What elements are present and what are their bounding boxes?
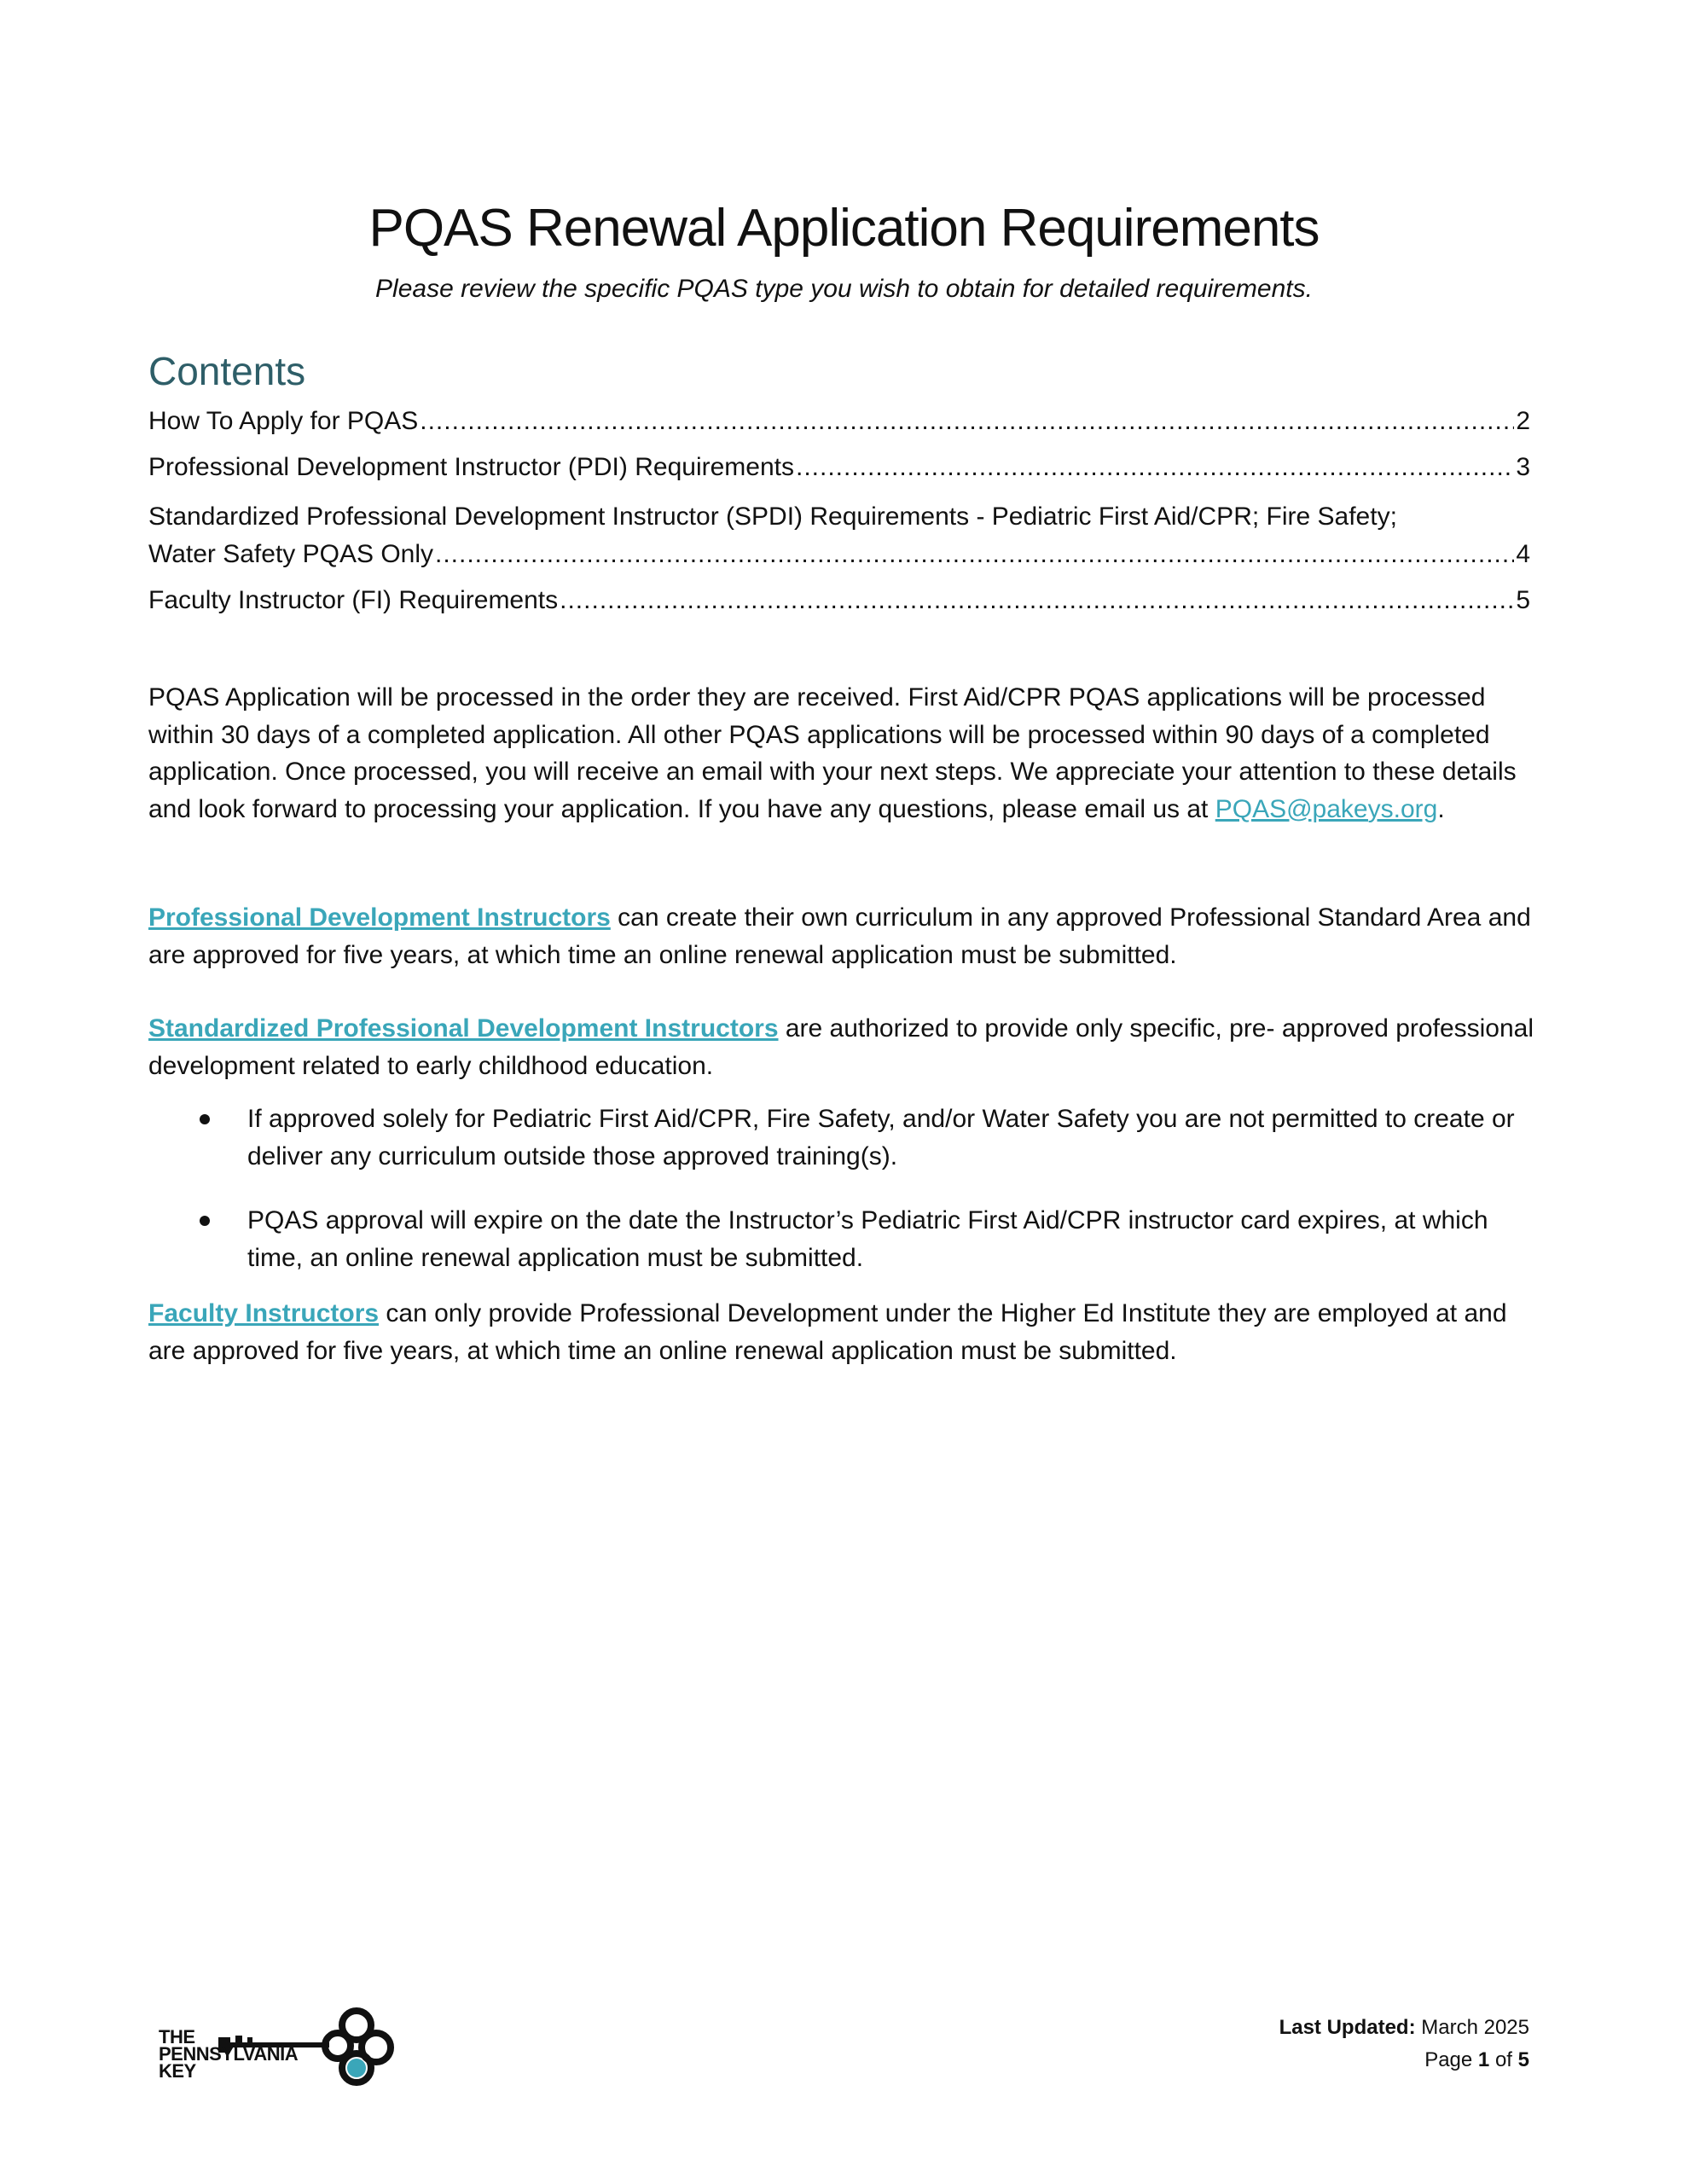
toc-entry-label: Faculty Instructor (FI) Requirements: [148, 586, 559, 614]
bullet-text: PQAS approval will expire on the date the Instructor’s Pediatric First Aid/CPR instructor card expires, at which time, an online renewal application must be submitted.: [247, 1206, 1488, 1272]
table-of-contents: [148, 404, 1530, 630]
pdi-link[interactable]: Professional Development Instructors: [148, 903, 611, 932]
logo-line-the: THE: [159, 2026, 195, 2048]
toc-entry-label-line1: Standardized Professional Development Instructor (SPDI) Requirements - Pediatric First Aid/CPR; Fire Safety;: [148, 502, 1397, 531]
list-item: [148, 1202, 1539, 1276]
toc-page-number: 5: [1516, 586, 1530, 614]
intro-end: .: [1437, 794, 1445, 823]
toc-page-number: 2: [1516, 407, 1530, 435]
bullet-icon: [200, 1216, 210, 1226]
logo-line-pennsylvania: PENNSYLVANIA: [159, 2043, 299, 2065]
toc-entry-fi[interactable]: [148, 584, 1530, 618]
last-updated: [1279, 2012, 1529, 2044]
toc-leader-dots: [435, 537, 1514, 572]
toc-entry-spdi[interactable]: [148, 497, 1530, 572]
last-updated-value: March 2025: [1415, 2016, 1529, 2039]
last-updated-label: Last Updated:: [1279, 2016, 1416, 2039]
pdi-text: can create their own curriculum in any approved Professional Standard Area and are approved for five years, at which time an online renewal application must be submitted.: [148, 903, 1531, 969]
logo-wordmark: [159, 2026, 299, 2082]
spdi-bullet-list: [148, 1101, 1539, 1304]
toc-page-number: 3: [1516, 453, 1530, 481]
footer-meta: [1279, 2012, 1529, 2077]
spdi-link[interactable]: Standardized Professional Development Instructors: [148, 1014, 779, 1043]
toc-entry-label: How To Apply for PQAS: [148, 407, 419, 435]
pdi-paragraph: [148, 899, 1539, 973]
page-current: 1: [1477, 2048, 1490, 2071]
bullet-icon: [200, 1114, 210, 1124]
toc-leader-dots: [796, 450, 1514, 485]
email-link[interactable]: PQAS@pakeys.org: [1215, 794, 1438, 823]
page-total: 5: [1517, 2048, 1529, 2071]
page-prefix: Page: [1424, 2048, 1478, 2071]
logo-line-key: KEY: [159, 2060, 196, 2082]
toc-leader-dots: [560, 584, 1514, 618]
contents-heading: Contents: [148, 349, 306, 393]
toc-page-number: 4: [1516, 540, 1530, 568]
toc-leader-dots: [420, 404, 1514, 439]
page-mid: of: [1489, 2048, 1518, 2071]
toc-entry-how-to-apply[interactable]: [148, 404, 1530, 439]
fi-link[interactable]: Faculty Instructors: [148, 1299, 380, 1327]
pennsylvania-key-logo: [159, 1995, 406, 2097]
page-indicator: [1279, 2044, 1529, 2077]
bullet-text: If approved solely for Pediatric First Aid/CPR, Fire Safety, and/or Water Safety you are not permitted to create or deliver any curriculum outside those approved training(s).: [247, 1105, 1515, 1170]
spdi-paragraph: [148, 1010, 1539, 1084]
toc-entry-label-line2: Water Safety PQAS Only: [148, 540, 433, 568]
intro-text: PQAS Application will be processed in the order they are received. First Aid/CPR PQAS applications will be processed within 30 days of a completed application. All other PQAS applications will be processed within 90 days of a completed application. Once processed, you will receive an email with your next steps. We appreciate your attention to these details and look forward to processing your application. If you have any questions, please email us at: [148, 683, 1517, 823]
page-subtitle: Please review the specific PQAS type you wish to obtain for detailed requirements.: [375, 275, 1313, 303]
intro-paragraph: [148, 679, 1539, 828]
page-title: PQAS Renewal Application Requirements: [368, 199, 1320, 258]
list-item: [148, 1101, 1539, 1175]
toc-entry-pdi[interactable]: [148, 450, 1530, 485]
toc-entry-label: Professional Development Instructor (PDI) Requirements: [148, 453, 794, 481]
spdi-text: are authorized to provide only specific, pre- approved professional development related to early childhood education.: [148, 1014, 1534, 1080]
fi-paragraph: [148, 1295, 1539, 1369]
fi-text: can only provide Professional Development under the Higher Ed Institute they are employed at and are approved for five years, at which time an online renewal application must be submitted.: [148, 1299, 1507, 1365]
